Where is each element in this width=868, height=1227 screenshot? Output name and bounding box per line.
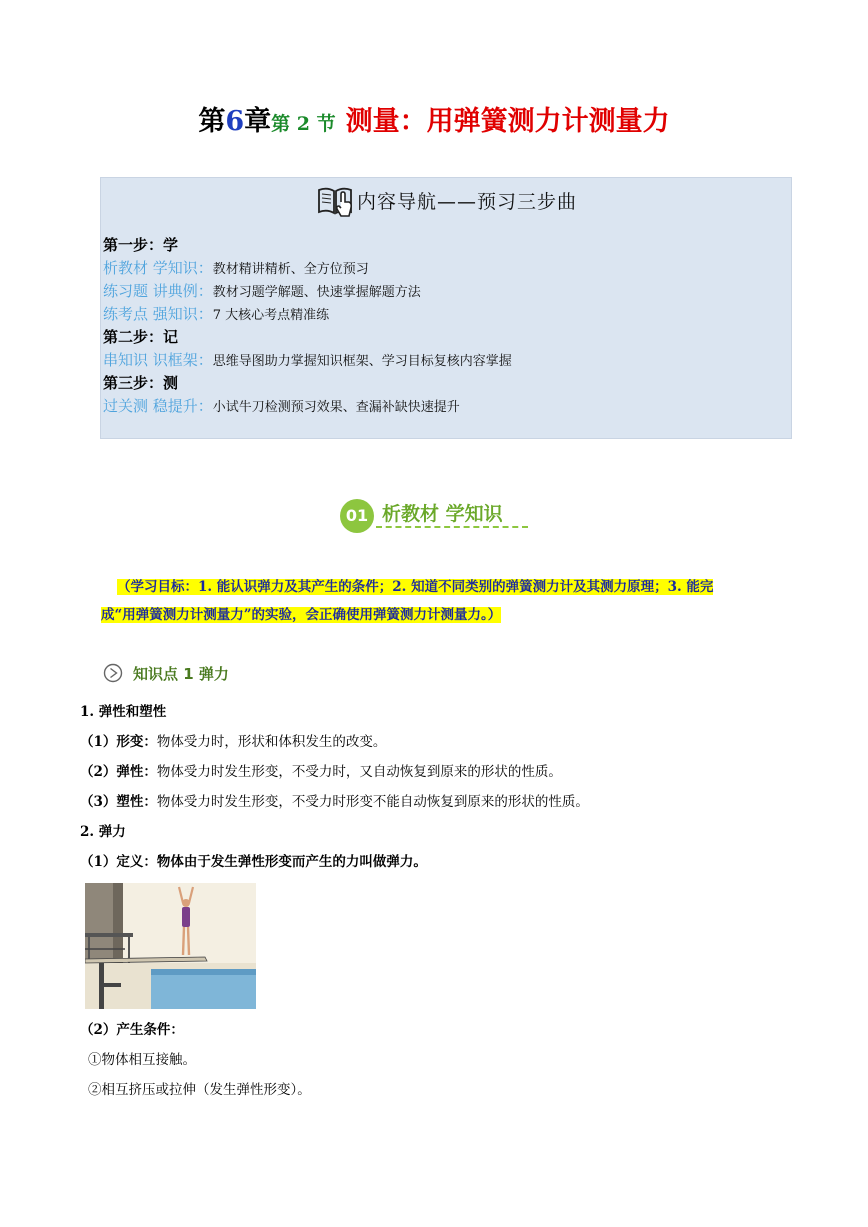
nav-item — [103, 257, 512, 280]
chapter-number: 6 — [225, 106, 245, 137]
nav-item-key: 练考点 强知识： — [103, 305, 213, 323]
book-hand-icon — [315, 180, 355, 220]
nav-item-desc: 7 大核心考点精准练 — [212, 308, 330, 323]
knowledge-point-title: 知识点 1 弹力 — [133, 665, 229, 683]
goal-line-1: （学习目标：1. 能认识弹力及其产生的条件；2. 知道不同类别的弹簧测力计及其测力原理；3. 能完 — [117, 579, 714, 595]
chapter-prefix: 第 — [198, 106, 226, 137]
badge-label: 析教材 学知识 — [382, 503, 503, 525]
para-plasticity — [80, 792, 589, 812]
text-deformation: 物体受力时，形状和体积发生的改变。 — [156, 734, 387, 750]
nav-item-desc: 教材精讲精析、全方位预习 — [212, 262, 369, 277]
play-circle-icon — [103, 663, 123, 683]
badge-underline — [376, 526, 528, 528]
nav-item-key: 练习题 讲典例： — [103, 282, 213, 300]
text-plasticity: 物体受力时发生形变，不受力时形变不能自动恢复到原来的形状的性质。 — [156, 794, 589, 810]
para-conditions-label: （2）产生条件： — [80, 1022, 184, 1038]
nav-item-desc: 思维导图助力掌握知识框架、学习目标复核内容掌握 — [212, 354, 512, 369]
nav-item-desc: 小试牛刀检测预习效果、查漏补缺快速提升 — [212, 400, 460, 415]
nav-step: 第三步：测 — [103, 374, 179, 392]
nav-item-key: 析教材 学知识： — [103, 259, 213, 277]
nav-step: 第一步：学 — [103, 236, 179, 254]
nav-list — [103, 234, 512, 418]
section-badge — [340, 496, 530, 536]
nav-heading — [101, 178, 791, 222]
nav-item — [103, 303, 512, 326]
nav-heading-text: 内容导航——预习三步曲 — [356, 190, 577, 213]
nav-item — [103, 395, 512, 418]
label-plasticity: （3）塑性： — [80, 794, 157, 810]
condition-2: ②相互挤压或拉伸（发生弹性形变）。 — [88, 1082, 311, 1098]
para-deformation — [80, 732, 386, 752]
section-label: 第 2 节 — [271, 113, 336, 135]
learning-goals — [101, 573, 791, 629]
label-deformation: （1）形变： — [80, 734, 157, 750]
goal-line-2: 成“用弹簧测力计测量力”的实验，会正确使用弹簧测力计测量力。） — [101, 607, 502, 623]
label-elasticity: （2）弹性： — [80, 764, 157, 780]
nav-item — [103, 349, 512, 372]
topic-title: 测量：用弹簧测力计测量力 — [345, 106, 670, 137]
nav-item-desc: 教材习题学解题、快速掌握解题方法 — [212, 285, 421, 300]
nav-item-key: 串知识 识框架： — [103, 351, 213, 369]
condition-1: ①物体相互接触。 — [88, 1052, 196, 1068]
heading-elasticity-plasticity: 1. 弹性和塑性 — [80, 704, 167, 720]
nav-item — [103, 280, 512, 303]
chapter-suffix: 章 — [244, 106, 272, 137]
diving-board-illustration — [85, 883, 256, 1009]
badge-number: 01 — [340, 499, 374, 533]
content-navigation-box — [100, 177, 792, 439]
page-title — [0, 104, 868, 142]
text-elasticity: 物体受力时发生形变，不受力时，又自动恢复到原来的形状的性质。 — [156, 764, 562, 780]
heading-elastic-force: 2. 弹力 — [80, 824, 126, 840]
nav-item-key: 过关测 稳提升： — [103, 397, 213, 415]
nav-step: 第二步：记 — [103, 328, 179, 346]
para-elasticity — [80, 762, 562, 782]
para-definition: （1）定义：物体由于发生弹性形变而产生的力叫做弹力。 — [80, 854, 427, 870]
